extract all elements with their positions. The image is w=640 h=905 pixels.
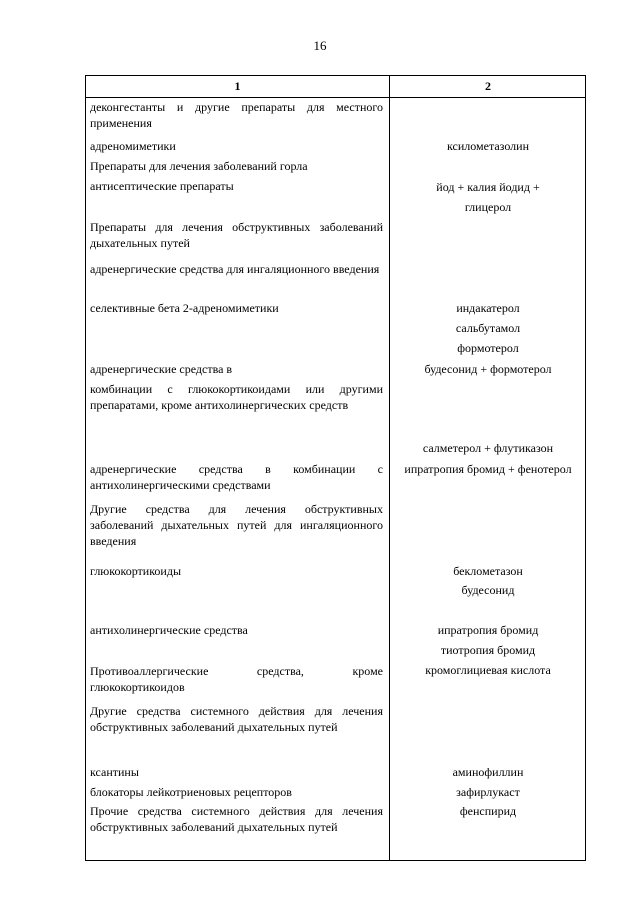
left-row: деконгестанты и другие препараты для местного применения bbox=[90, 100, 383, 130]
left-row: селективные бета 2-адреномиметики bbox=[90, 301, 279, 315]
right-row: аминофиллин bbox=[452, 765, 524, 779]
left-row: адренергические средства в комбинации с антихолинергическими средствами bbox=[90, 462, 383, 492]
right-row: будесонид bbox=[461, 583, 515, 597]
right-row: сальбутамол bbox=[455, 321, 521, 335]
right-row: кромоглициевая кислота bbox=[425, 663, 551, 677]
drug-table bbox=[85, 75, 586, 861]
header-divider bbox=[86, 97, 585, 98]
right-row: фенспирид bbox=[459, 804, 517, 818]
left-row: адреномиметики bbox=[90, 139, 176, 153]
right-row: ипратропия бромид + фенотерол bbox=[404, 462, 572, 476]
left-row: антихолинергические средства bbox=[90, 623, 248, 637]
left-row: ксантины bbox=[90, 765, 139, 779]
left-row: Препараты для лечения заболеваний горла bbox=[90, 159, 308, 173]
column-header-2: 2 bbox=[485, 79, 491, 93]
right-row: ипратропия бромид bbox=[437, 623, 539, 637]
left-row: глюкокортикоиды bbox=[90, 564, 182, 578]
left-row: Прочие средства системного действия для лечения обструктивных заболеваний дыхательных путей bbox=[90, 804, 383, 834]
left-row: адренергические средства в bbox=[90, 362, 233, 376]
right-row: тиотропия бромид bbox=[440, 643, 536, 657]
right-row: ксилометазолин bbox=[446, 139, 530, 153]
left-row: адренергические средства для ингаляционного введения bbox=[90, 262, 380, 276]
right-row: беклометазон bbox=[453, 564, 523, 578]
right-row: глицерол bbox=[464, 200, 512, 214]
left-row: Противоаллергические средства, кроме глюкокортикоидов bbox=[90, 664, 383, 694]
left-row: комбинации с глюкокортикоидами или другими препаратами, кроме антихолинергических средств bbox=[90, 382, 383, 412]
right-row: зафирлукаст bbox=[456, 785, 520, 799]
right-row: индакатерол bbox=[456, 301, 520, 315]
left-row: Другие средства для лечения обструктивных заболеваний дыхательных путей для ингаляционного введения bbox=[90, 502, 383, 548]
left-row: блокаторы лейкотриеновых рецепторов bbox=[90, 785, 292, 799]
column-header-1: 1 bbox=[234, 79, 241, 93]
left-row: антисептические препараты bbox=[90, 179, 234, 193]
left-row: Препараты для лечения обструктивных заболеваний дыхательных путей bbox=[90, 220, 383, 250]
right-row: йод + калия йодид + bbox=[436, 180, 540, 194]
page-number: 16 bbox=[313, 38, 327, 53]
right-row: салметерол + флутиказон bbox=[422, 441, 554, 455]
left-row: Другие средства системного действия для лечения обструктивных заболеваний дыхательных путей bbox=[90, 704, 383, 734]
right-row: будесонид + формотерол bbox=[424, 362, 552, 376]
right-row: формотерол bbox=[457, 341, 519, 355]
